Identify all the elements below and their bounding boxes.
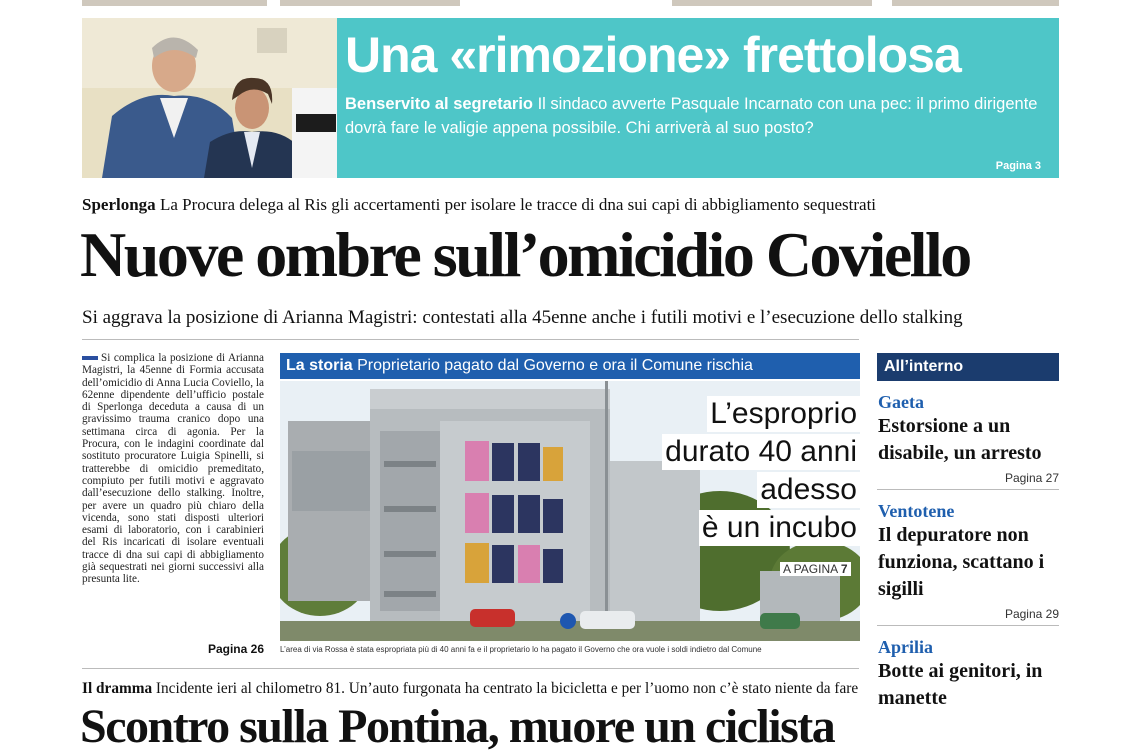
main-subhead: Si aggrava la posizione di Arianna Magistri: contestati alla 45enne anche i futili motivi e l’esecuzione dello stalking xyxy=(82,307,963,328)
banner-headline[interactable]: Una «rimozione» frettolosa xyxy=(345,27,961,83)
top-banner[interactable] xyxy=(82,18,1059,178)
story-caption: L’area di via Rossa è stata espropriata più di 40 anni fa e il proprietario lo ha pagato il Governo che ora vuole i soldi indietro dal Comune xyxy=(280,645,762,654)
top-strip xyxy=(82,0,1059,8)
sidebar-item-page: Pagina 27 xyxy=(1004,471,1059,485)
sidebar-item-place: Ventotene xyxy=(878,501,955,521)
story-bar-text: Proprietario pagato dal Governo e ora il Comune rischia xyxy=(352,357,753,374)
sidebar-item-place: Gaeta xyxy=(878,392,924,412)
banner-sub-body: Il sindaco avverte Pasquale Incarnato con una pec: il primo dirigente dovrà fare le valigie appena possibile. Chi arriverà al suo posto? xyxy=(345,95,1038,137)
sidebar-item-aprilia[interactable] xyxy=(877,626,1059,716)
main-headline[interactable]: Nuove ombre sull’omicidio Coviello xyxy=(80,219,970,290)
paragraph-marker-icon xyxy=(82,356,98,360)
story-page-ref[interactable] xyxy=(780,562,851,576)
main-page-ref[interactable]: Pagina 26 xyxy=(207,642,264,656)
sidebar-item-gaeta[interactable] xyxy=(877,381,1059,490)
banner-subtext xyxy=(345,92,1053,140)
sidebar-item-ventotene[interactable] xyxy=(877,490,1059,626)
banner-photo xyxy=(82,18,337,178)
main-body xyxy=(82,352,264,586)
story-label: La storia xyxy=(286,357,353,374)
divider xyxy=(82,668,859,669)
sidebar-item-title: Estorsione a un disabile, un arresto xyxy=(878,415,1042,464)
main-kicker-place: Sperlonga xyxy=(82,195,156,214)
story-page-number: 7 xyxy=(840,562,848,576)
second-kicker-text: Incidente ieri al chilometro 81. Un’auto furgonata ha centrato la bicicletta e per l’uomo non c’è stato niente da fare xyxy=(152,680,859,697)
story-page-prefix: A PAGINA xyxy=(783,562,838,576)
story-overlay-headline[interactable] xyxy=(560,396,860,548)
second-headline[interactable]: Scontro sulla Pontina, muore un ciclista xyxy=(80,700,835,752)
story-bar xyxy=(280,353,860,379)
banner-sub-lead: Benservito al segretario xyxy=(345,95,533,113)
sidebar-item-title: Botte ai genitori, in manette xyxy=(878,660,1043,709)
banner-page-ref[interactable]: Pagina 3 xyxy=(995,160,1041,172)
sidebar-item-title: Il depuratore non funziona, scattano i sigilli xyxy=(878,524,1045,600)
sidebar-inside xyxy=(877,353,1059,716)
overlay-line-2: durato 40 anni xyxy=(662,434,860,470)
sidebar-title: All’interno xyxy=(877,353,1059,381)
overlay-line-1: L’esproprio xyxy=(707,396,860,432)
sidebar-item-page: Pagina 29 xyxy=(1004,607,1059,621)
sidebar-item-place: Aprilia xyxy=(878,637,934,657)
overlay-line-3: adesso xyxy=(757,472,860,508)
divider xyxy=(82,339,859,340)
main-body-text: Si complica la posizione di Arianna Magistri, la 45enne di Formia accusata dell’omicidio di Anna Lucia Coviello, la 62enne dipendente dell’ufficio postale di Sperlonga deceduta a causa di un gravissimo trauma cranico dopo una settimana circa di agonia. Per la Procura, con le indagini coordinate dal sostituto procuratore Luigia Spinelli, si tratterebbe di omicidio premeditato, compiuto per futili motivi e aggravato dall’esecuzione dello stalking. Inoltre, per avere un quadro più chiaro della vicenda, sono stati disposti ulteriori esami di laboratorio, con i carabinieri del Ris incaricati di isolare eventuali tracce di dna sui capi di abbigliamento già sequestrati nei giorni successivi alla presunta lite. xyxy=(82,352,264,586)
overlay-line-4: è un incubo xyxy=(699,510,860,546)
main-kicker-text: La Procura delega al Ris gli accertamenti per isolare le tracce di dna sui capi di abbigliamento sequestrati xyxy=(155,195,877,214)
second-kicker-label: Il dramma xyxy=(82,680,153,697)
